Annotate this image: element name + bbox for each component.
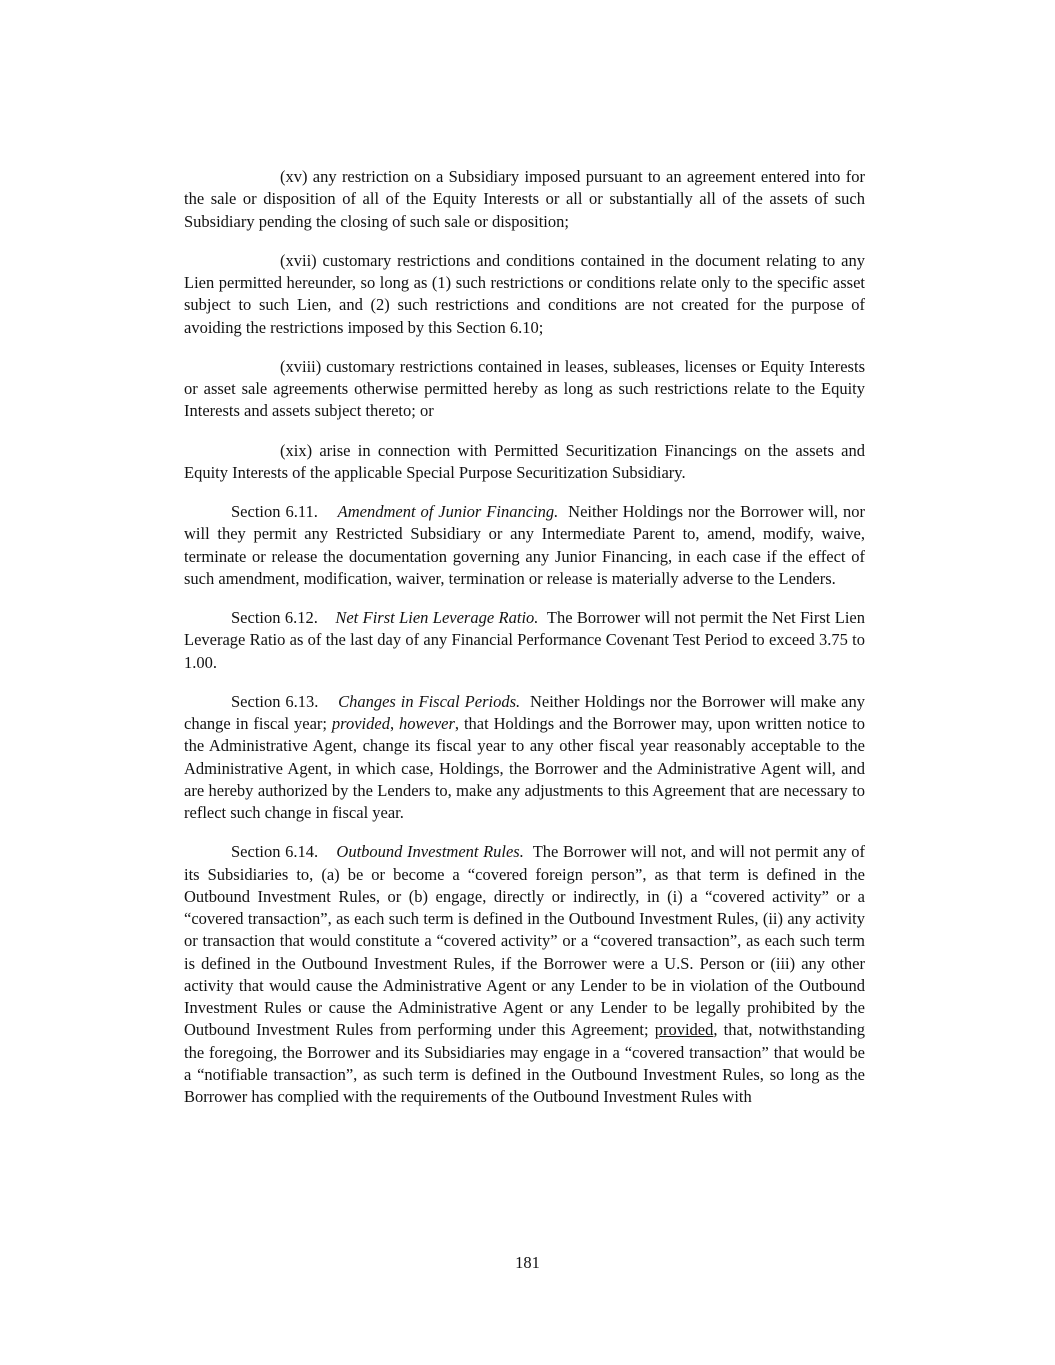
paragraph xyxy=(184,691,865,825)
text-run: Amendment of Junior Financing. xyxy=(337,502,559,521)
text-run: The Borrower will not permit the Net First Lien Leverage Ratio as of the last day of any Financial Performance Covenant Test Period to exceed 3.75 to 1.00. xyxy=(184,608,865,672)
text-run: Net First Lien Leverage Ratio. xyxy=(335,608,539,627)
text-run: , that, notwithstanding the foregoing, the Borrower and its Subsidiaries may engage in a “covered transaction” that would be a “notifiable transaction”, as such term is defined in the Outbound Investment Rules, so long as the Borrower has complied with the requirements of the Outbound Investment Rules with xyxy=(184,1020,865,1106)
text-run: (xviii) customary restrictions contained in leases, subleases, licenses or Equity Interests or asset sale agreements otherwise permitted hereby as long as such restrictions relate to the Equity Interests and assets subject thereto; or xyxy=(184,356,865,421)
text-run: (xvii) customary restrictions and conditions contained in the document relating to any Lien permitted hereunder, so long as (1) such restrictions or conditions relate only to the specific asset subject to such Lien, and (2) such restrictions and conditions are not created for the purpose of avoiding the restrictions imposed by this Section 6.10; xyxy=(184,250,865,337)
text-run: Section 6.13. xyxy=(231,691,339,711)
paragraph xyxy=(184,440,865,485)
text-run: , xyxy=(389,714,400,733)
text-run: Neither Holdings nor the Borrower will, nor will they permit any Restricted Subsidiary or any Intermediate Parent to, amend, modify, waive, terminate or release the documentation governing any Junior Financing, in each case if the effect of such amendment, modification, waiver, termination or release is materially adverse to the Lenders. xyxy=(184,502,865,588)
paragraph xyxy=(184,356,865,423)
text-run: Section 6.14. xyxy=(231,842,337,862)
paragraph xyxy=(184,607,865,674)
text-run: Section 6.12. xyxy=(231,608,336,627)
paragraph xyxy=(184,250,865,339)
text-run: Neither Holdings nor the Borrower will make any change in fiscal year; xyxy=(184,691,865,733)
text-run: , that Holdings and the Borrower may, upon written notice to the Administrative Agent, change its fiscal year to any other fiscal year reasonably acceptable to the Administrative Agent, in which case, Holdings, the Borrower and the Administrative Agent will, and are hereby authorized by the Lenders to, make any adjustments to this Agreement that are necessary to reflect such change in fiscal year. xyxy=(184,714,865,822)
paragraph xyxy=(184,166,865,233)
text-run: Outbound Investment Rules. xyxy=(336,842,524,862)
page-number: 181 xyxy=(515,1253,540,1272)
text-run: provided xyxy=(331,714,390,733)
text-run: provided xyxy=(654,1020,714,1040)
text-run: however xyxy=(399,714,455,733)
text-run: (xv) any restriction on a Subsidiary imposed pursuant to an agreement entered into for the sale or disposition of all of the Equity Interests or all or substantially all of the assets of such Subsidiary pending the closing of such sale or disposition; xyxy=(184,167,865,231)
text-run: (xix) arise in connection with Permitted Securitization Financings on the assets and Equity Interests of the applicable Special Purpose Securitization Subsidiary. xyxy=(184,440,865,482)
text-run: The Borrower will not, and will not permit any of its Subsidiaries to, (a) be or become a “covered foreign person”, as that term is defined in the Outbound Investment Rules, or (b) engage, directly or indirectly, in (i) a “covered activity” or a “covered transaction”, as each such term is defined in the Outbound Investment Rules, (ii) any activity or transaction that would constitute a “covered activity” or a “covered transaction”, as each such term is defined in the Outbound Investment Rules, if the Borrower were a U.S. Person or (iii) any other activity that would cause the Administrative Agent or any Lender to be in violation of the Outbound Investment Rules or cause the Administrative Agent or any Lender to be legally prohibited by the Outbound Investment Rules from performing under this Agreement; xyxy=(184,842,865,1040)
text-run: Section 6.11. xyxy=(231,502,338,521)
paragraph xyxy=(184,501,865,590)
paragraph xyxy=(184,841,865,1108)
text-run: Changes in Fiscal Periods. xyxy=(338,691,521,711)
document-body xyxy=(184,166,865,1125)
